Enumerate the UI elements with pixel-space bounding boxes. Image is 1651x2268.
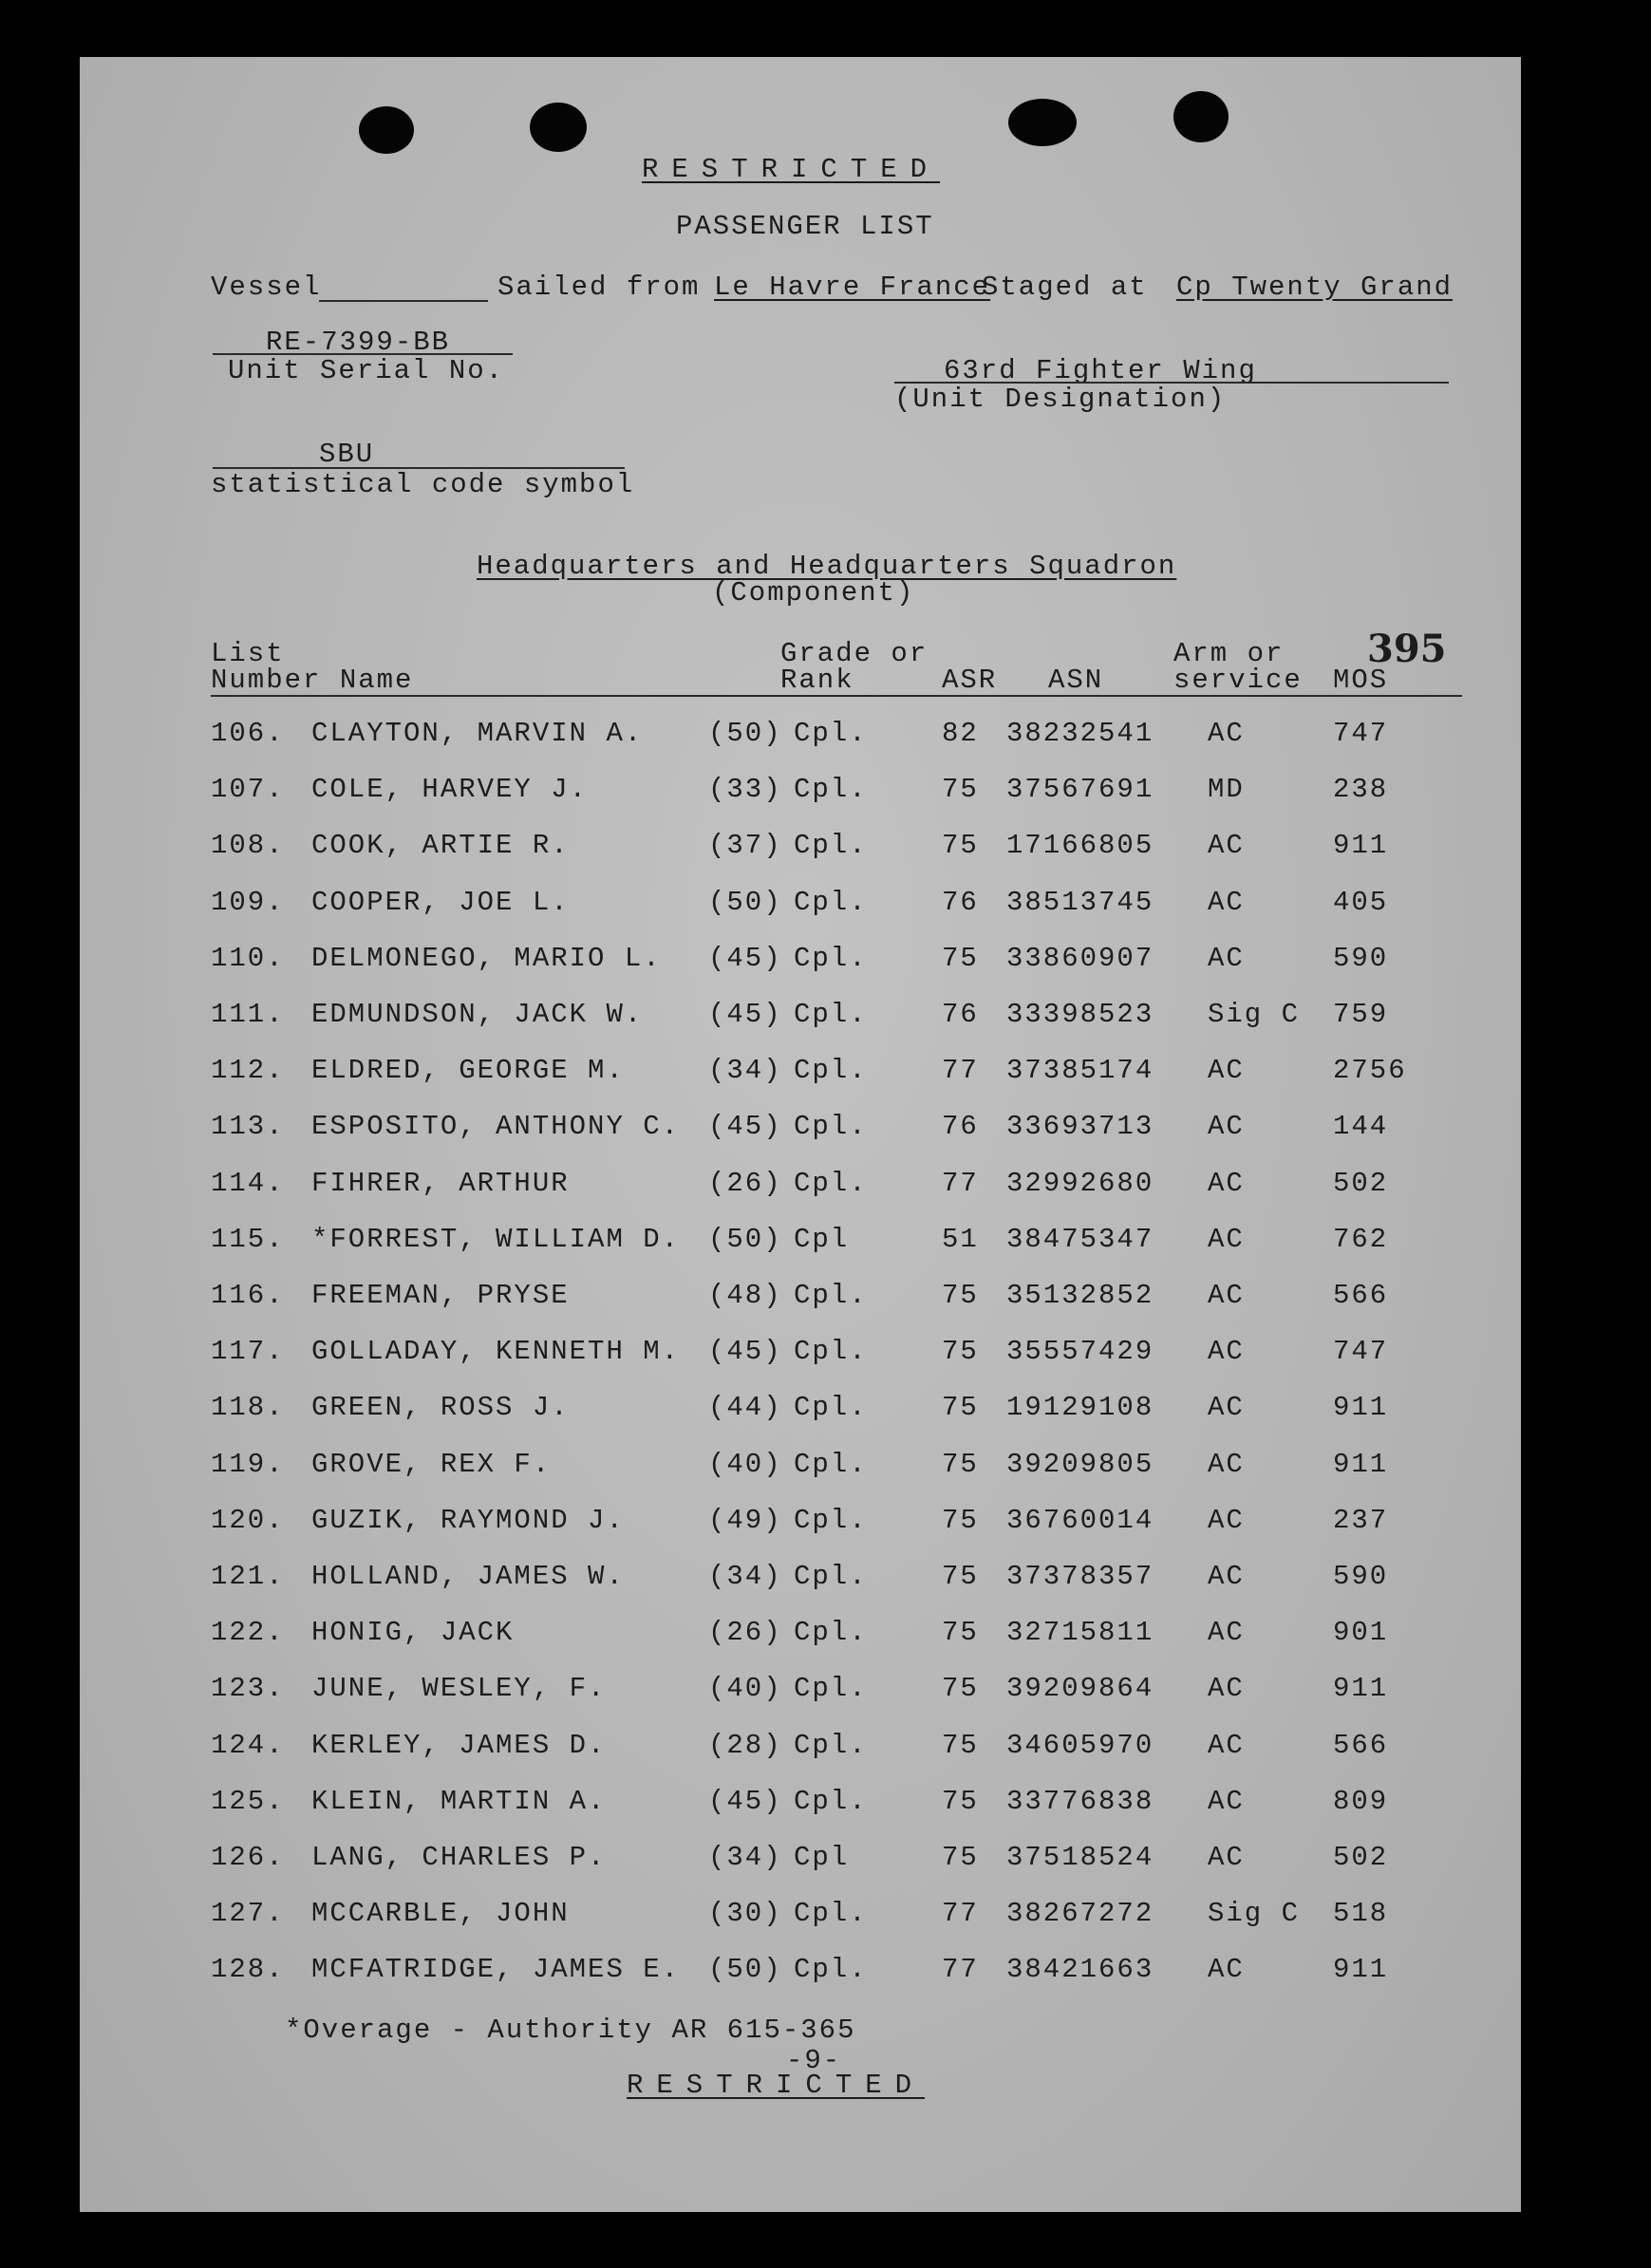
table-row — [80, 1786, 1521, 1824]
table-row — [80, 1336, 1521, 1374]
passenger-name: *FORREST, WILLIAM D. — [311, 1223, 681, 1255]
passenger-asr: 76 — [942, 1111, 979, 1143]
passenger-arm-service: AC — [1208, 1111, 1245, 1143]
passenger-asn: 33398523 — [1006, 999, 1154, 1030]
passenger-name: COLE, HARVEY J. — [311, 774, 589, 806]
passenger-asn: 36760014 — [1006, 1504, 1154, 1536]
passenger-mos: 590 — [1333, 1561, 1389, 1592]
passenger-name: GROVE, REX F. — [311, 1448, 552, 1480]
list-number: 111. — [211, 999, 285, 1030]
passenger-name: HONIG, JACK — [311, 1617, 515, 1649]
staged-label: Staged at — [982, 272, 1148, 303]
passenger-arm-service: AC — [1208, 1954, 1245, 1986]
passenger-asn: 34605970 — [1006, 1729, 1154, 1761]
table-row — [80, 887, 1521, 925]
passenger-arm-service: AC — [1208, 1729, 1245, 1761]
list-number: 115. — [211, 1223, 285, 1255]
passenger-asr: 77 — [942, 1167, 979, 1199]
passenger-asr: 75 — [942, 942, 979, 974]
table-row — [80, 1280, 1521, 1318]
passenger-arm-service: AC — [1208, 1617, 1245, 1649]
passenger-arm-service: AC — [1208, 1504, 1245, 1536]
passenger-mos: 518 — [1333, 1898, 1389, 1930]
passenger-arm-service: AC — [1208, 718, 1245, 749]
passenger-asn: 19129108 — [1006, 1392, 1154, 1424]
unit-designation-value: 63rd Fighter Wing — [944, 355, 1257, 386]
passenger-name: FREEMAN, PRYSE — [311, 1280, 570, 1311]
passenger-name: JUNE, WESLEY, F. — [311, 1673, 607, 1705]
passenger-name: EDMUNDSON, JACK W. — [311, 999, 644, 1030]
table-row — [80, 1842, 1521, 1880]
passenger-arm-service: Sig C — [1208, 1898, 1301, 1930]
passenger-rank: Cpl. — [794, 1055, 868, 1087]
passenger-arm-service: AC — [1208, 1561, 1245, 1592]
passenger-mos: 809 — [1333, 1785, 1389, 1817]
table-row — [80, 1617, 1521, 1655]
col-grade-or: Grade or — [780, 638, 929, 669]
passenger-rank: Cpl. — [794, 1504, 868, 1536]
passenger-asr: 75 — [942, 1504, 979, 1536]
passenger-rank: Cpl. — [794, 1954, 868, 1986]
passenger-mos: 911 — [1333, 1954, 1389, 1986]
passenger-mos: 238 — [1333, 774, 1389, 806]
passenger-age-code: (34) — [708, 1055, 782, 1087]
passenger-asn: 32715811 — [1006, 1617, 1154, 1649]
list-number: 117. — [211, 1336, 285, 1368]
passenger-age-code: (37) — [708, 830, 782, 862]
list-number: 128. — [211, 1954, 285, 1986]
passenger-age-code: (50) — [708, 886, 782, 918]
document-title: PASSENGER LIST — [676, 211, 934, 242]
passenger-rank: Cpl. — [794, 1561, 868, 1592]
list-number: 116. — [211, 1280, 285, 1311]
passenger-mos: 590 — [1333, 942, 1389, 974]
passenger-name: ESPOSITO, ANTHONY C. — [311, 1111, 681, 1143]
passenger-asn: 38267272 — [1006, 1898, 1154, 1930]
passenger-rank: Cpl. — [794, 830, 868, 862]
passenger-mos: 911 — [1333, 1673, 1389, 1705]
passenger-arm-service: AC — [1208, 1223, 1245, 1255]
col-list: List — [211, 638, 285, 669]
list-number: 125. — [211, 1785, 285, 1817]
passenger-mos: 502 — [1333, 1842, 1389, 1873]
list-number: 122. — [211, 1617, 285, 1649]
list-number: 126. — [211, 1842, 285, 1873]
passenger-arm-service: MD — [1208, 774, 1245, 806]
passenger-asn: 17166805 — [1006, 830, 1154, 862]
passenger-asn: 37385174 — [1006, 1055, 1154, 1087]
table-row — [80, 1392, 1521, 1430]
passenger-rank: Cpl. — [794, 718, 868, 749]
passenger-table — [80, 57, 1521, 2212]
component-value: Headquarters and Headquarters Squadron — [477, 551, 1177, 582]
table-row — [80, 999, 1521, 1037]
stat-code-value: SBU — [319, 439, 375, 470]
passenger-rank: Cpl. — [794, 1111, 868, 1143]
table-row — [80, 1449, 1521, 1487]
passenger-rank: Cpl. — [794, 1280, 868, 1311]
passenger-asr: 77 — [942, 1898, 979, 1930]
passenger-name: KLEIN, MARTIN A. — [311, 1785, 607, 1817]
sailed-from-value: Le Havre France — [714, 272, 991, 303]
passenger-mos: 762 — [1333, 1223, 1389, 1255]
passenger-arm-service: AC — [1208, 1336, 1245, 1368]
passenger-rank: Cpl. — [794, 1729, 868, 1761]
passenger-age-code: (33) — [708, 774, 782, 806]
passenger-name: DELMONEGO, MARIO L. — [311, 942, 662, 974]
passenger-age-code: (40) — [708, 1673, 782, 1705]
passenger-rank: Cpl. — [794, 1785, 868, 1817]
passenger-mos: 747 — [1333, 718, 1389, 749]
passenger-mos: 502 — [1333, 1167, 1389, 1199]
passenger-asr: 75 — [942, 830, 979, 862]
passenger-rank: Cpl. — [794, 1167, 868, 1199]
passenger-asn: 35132852 — [1006, 1280, 1154, 1311]
table-row — [80, 1730, 1521, 1768]
passenger-rank: Cpl. — [794, 886, 868, 918]
stamped-number: 395 — [1367, 627, 1447, 671]
passenger-asn: 39209805 — [1006, 1448, 1154, 1480]
list-number: 107. — [211, 774, 285, 806]
passenger-asr: 75 — [942, 1280, 979, 1311]
passenger-rank: Cpl. — [794, 1392, 868, 1424]
passenger-age-code: (45) — [708, 1336, 782, 1368]
passenger-arm-service: AC — [1208, 1280, 1245, 1311]
table-row — [80, 774, 1521, 812]
passenger-age-code: (40) — [708, 1448, 782, 1480]
passenger-asn: 37378357 — [1006, 1561, 1154, 1592]
passenger-mos: 759 — [1333, 999, 1389, 1030]
passenger-age-code: (26) — [708, 1617, 782, 1649]
passenger-asn: 33776838 — [1006, 1785, 1154, 1817]
table-row — [80, 718, 1521, 756]
passenger-asr: 75 — [942, 1842, 979, 1873]
passenger-rank: Cpl. — [794, 1617, 868, 1649]
passenger-asr: 77 — [942, 1055, 979, 1087]
list-number: 112. — [211, 1055, 285, 1087]
passenger-asr: 76 — [942, 886, 979, 918]
passenger-arm-service: AC — [1208, 830, 1245, 862]
passenger-mos: 566 — [1333, 1280, 1389, 1311]
passenger-asn: 32992680 — [1006, 1167, 1154, 1199]
table-row — [80, 1673, 1521, 1711]
passenger-mos: 2756 — [1333, 1055, 1407, 1087]
passenger-arm-service: AC — [1208, 1055, 1245, 1087]
passenger-asr: 77 — [942, 1954, 979, 1986]
passenger-rank: Cpl — [794, 1842, 850, 1873]
col-number-name: Number Name — [211, 665, 414, 696]
passenger-age-code: (45) — [708, 1111, 782, 1143]
passenger-asn: 37567691 — [1006, 774, 1154, 806]
passenger-asr: 82 — [942, 718, 979, 749]
passenger-mos: 911 — [1333, 1392, 1389, 1424]
passenger-name: COOK, ARTIE R. — [311, 830, 570, 862]
passenger-arm-service: AC — [1208, 1842, 1245, 1873]
passenger-asr: 75 — [942, 1448, 979, 1480]
list-number: 110. — [211, 942, 285, 974]
passenger-name: KERLEY, JAMES D. — [311, 1729, 607, 1761]
passenger-rank: Cpl. — [794, 1448, 868, 1480]
passenger-age-code: (45) — [708, 942, 782, 974]
passenger-arm-service: AC — [1208, 942, 1245, 974]
table-row — [80, 1898, 1521, 1936]
passenger-age-code: (26) — [708, 1167, 782, 1199]
passenger-name: MCFATRIDGE, JAMES E. — [311, 1954, 681, 1986]
passenger-age-code: (34) — [708, 1842, 782, 1873]
passenger-arm-service: AC — [1208, 1392, 1245, 1424]
list-number: 120. — [211, 1504, 285, 1536]
passenger-asr: 75 — [942, 1561, 979, 1592]
passenger-asr: 75 — [942, 1617, 979, 1649]
unit-serial-label: Unit Serial No. — [228, 355, 505, 386]
passenger-age-code: (44) — [708, 1392, 782, 1424]
stat-code-label: statistical code symbol — [211, 469, 635, 500]
table-row — [80, 1168, 1521, 1206]
passenger-mos: 911 — [1333, 1448, 1389, 1480]
document-page — [80, 57, 1521, 2212]
passenger-name: GREEN, ROSS J. — [311, 1392, 570, 1424]
list-number: 118. — [211, 1392, 285, 1424]
col-rank: Rank — [780, 665, 854, 696]
passenger-name: LANG, CHARLES P. — [311, 1842, 607, 1873]
staged-at-value: Cp Twenty Grand — [1176, 272, 1454, 303]
passenger-asn: 33693713 — [1006, 1111, 1154, 1143]
passenger-arm-service: AC — [1208, 1167, 1245, 1199]
page-number: -9- — [786, 2045, 842, 2076]
passenger-mos: 144 — [1333, 1111, 1389, 1143]
list-number: 121. — [211, 1561, 285, 1592]
list-number: 119. — [211, 1448, 285, 1480]
passenger-age-code: (30) — [708, 1898, 782, 1930]
passenger-name: ELDRED, GEORGE M. — [311, 1055, 625, 1087]
passenger-age-code: (48) — [708, 1280, 782, 1311]
col-asr: ASR — [942, 665, 998, 696]
passenger-age-code: (50) — [708, 1954, 782, 1986]
passenger-asn: 39209864 — [1006, 1673, 1154, 1705]
list-number: 109. — [211, 886, 285, 918]
list-number: 127. — [211, 1898, 285, 1930]
passenger-asr: 75 — [942, 1785, 979, 1817]
passenger-mos: 747 — [1333, 1336, 1389, 1368]
passenger-rank: Cpl. — [794, 1673, 868, 1705]
list-number: 113. — [211, 1111, 285, 1143]
passenger-asr: 75 — [942, 1673, 979, 1705]
passenger-asr: 75 — [942, 1336, 979, 1368]
table-row — [80, 1055, 1521, 1093]
classification-header: RESTRICTED — [642, 154, 941, 185]
passenger-arm-service: Sig C — [1208, 999, 1301, 1030]
table-row — [80, 1954, 1521, 1992]
passenger-age-code: (49) — [708, 1504, 782, 1536]
passenger-name: GUZIK, RAYMOND J. — [311, 1504, 625, 1536]
passenger-rank: Cpl — [794, 1223, 850, 1255]
table-row — [80, 1561, 1521, 1599]
list-number: 106. — [211, 718, 285, 749]
table-row — [80, 1224, 1521, 1262]
passenger-name: HOLLAND, JAMES W. — [311, 1561, 625, 1592]
passenger-arm-service: AC — [1208, 1673, 1245, 1705]
table-row — [80, 943, 1521, 981]
passenger-rank: Cpl. — [794, 774, 868, 806]
passenger-name: FIHRER, ARTHUR — [311, 1167, 570, 1199]
passenger-name: COOPER, JOE L. — [311, 886, 570, 918]
col-asn: ASN — [1048, 665, 1104, 696]
passenger-asn: 38513745 — [1006, 886, 1154, 918]
vessel-label: Vessel — [211, 272, 322, 303]
passenger-age-code: (50) — [708, 1223, 782, 1255]
passenger-arm-service: AC — [1208, 1448, 1245, 1480]
passenger-mos: 901 — [1333, 1617, 1389, 1649]
classification-footer: RESTRICTED — [627, 2070, 926, 2101]
passenger-name: GOLLADAY, KENNETH M. — [311, 1336, 681, 1368]
passenger-asn: 37518524 — [1006, 1842, 1154, 1873]
passenger-mos: 911 — [1333, 830, 1389, 862]
component-label: (Component) — [712, 577, 915, 609]
list-number: 123. — [211, 1673, 285, 1705]
table-row — [80, 1111, 1521, 1149]
list-number: 108. — [211, 830, 285, 862]
passenger-arm-service: AC — [1208, 886, 1245, 918]
passenger-asn: 35557429 — [1006, 1336, 1154, 1368]
col-service: service — [1173, 665, 1303, 696]
passenger-arm-service: AC — [1208, 1785, 1245, 1817]
passenger-age-code: (45) — [708, 1785, 782, 1817]
sailed-label: Sailed from — [497, 272, 701, 303]
table-row — [80, 1505, 1521, 1543]
passenger-age-code: (45) — [708, 999, 782, 1030]
passenger-asr: 75 — [942, 1729, 979, 1761]
passenger-age-code: (50) — [708, 718, 782, 749]
footnote: *Overage - Authority AR 615-365 — [285, 2015, 856, 2046]
passenger-name: CLAYTON, MARVIN A. — [311, 718, 644, 749]
unit-serial-value: RE-7399-BB — [266, 327, 451, 358]
passenger-asn: 38232541 — [1006, 718, 1154, 749]
passenger-asr: 76 — [942, 999, 979, 1030]
passenger-age-code: (28) — [708, 1729, 782, 1761]
passenger-asn: 33860907 — [1006, 942, 1154, 974]
passenger-rank: Cpl. — [794, 942, 868, 974]
list-number: 114. — [211, 1167, 285, 1199]
passenger-asr: 51 — [942, 1223, 979, 1255]
col-arm-or: Arm or — [1173, 638, 1285, 669]
passenger-rank: Cpl. — [794, 1336, 868, 1368]
passenger-name: MCCARBLE, JOHN — [311, 1898, 570, 1930]
col-mos: MOS — [1333, 665, 1389, 696]
passenger-age-code: (34) — [708, 1561, 782, 1592]
passenger-rank: Cpl. — [794, 1898, 868, 1930]
passenger-asr: 75 — [942, 1392, 979, 1424]
passenger-mos: 237 — [1333, 1504, 1389, 1536]
passenger-asr: 75 — [942, 774, 979, 806]
unit-designation-label: (Unit Designation) — [894, 384, 1227, 415]
passenger-rank: Cpl. — [794, 999, 868, 1030]
list-number: 124. — [211, 1729, 285, 1761]
table-row — [80, 830, 1521, 868]
passenger-mos: 405 — [1333, 886, 1389, 918]
passenger-asn: 38475347 — [1006, 1223, 1154, 1255]
passenger-mos: 566 — [1333, 1729, 1389, 1761]
passenger-asn: 38421663 — [1006, 1954, 1154, 1986]
